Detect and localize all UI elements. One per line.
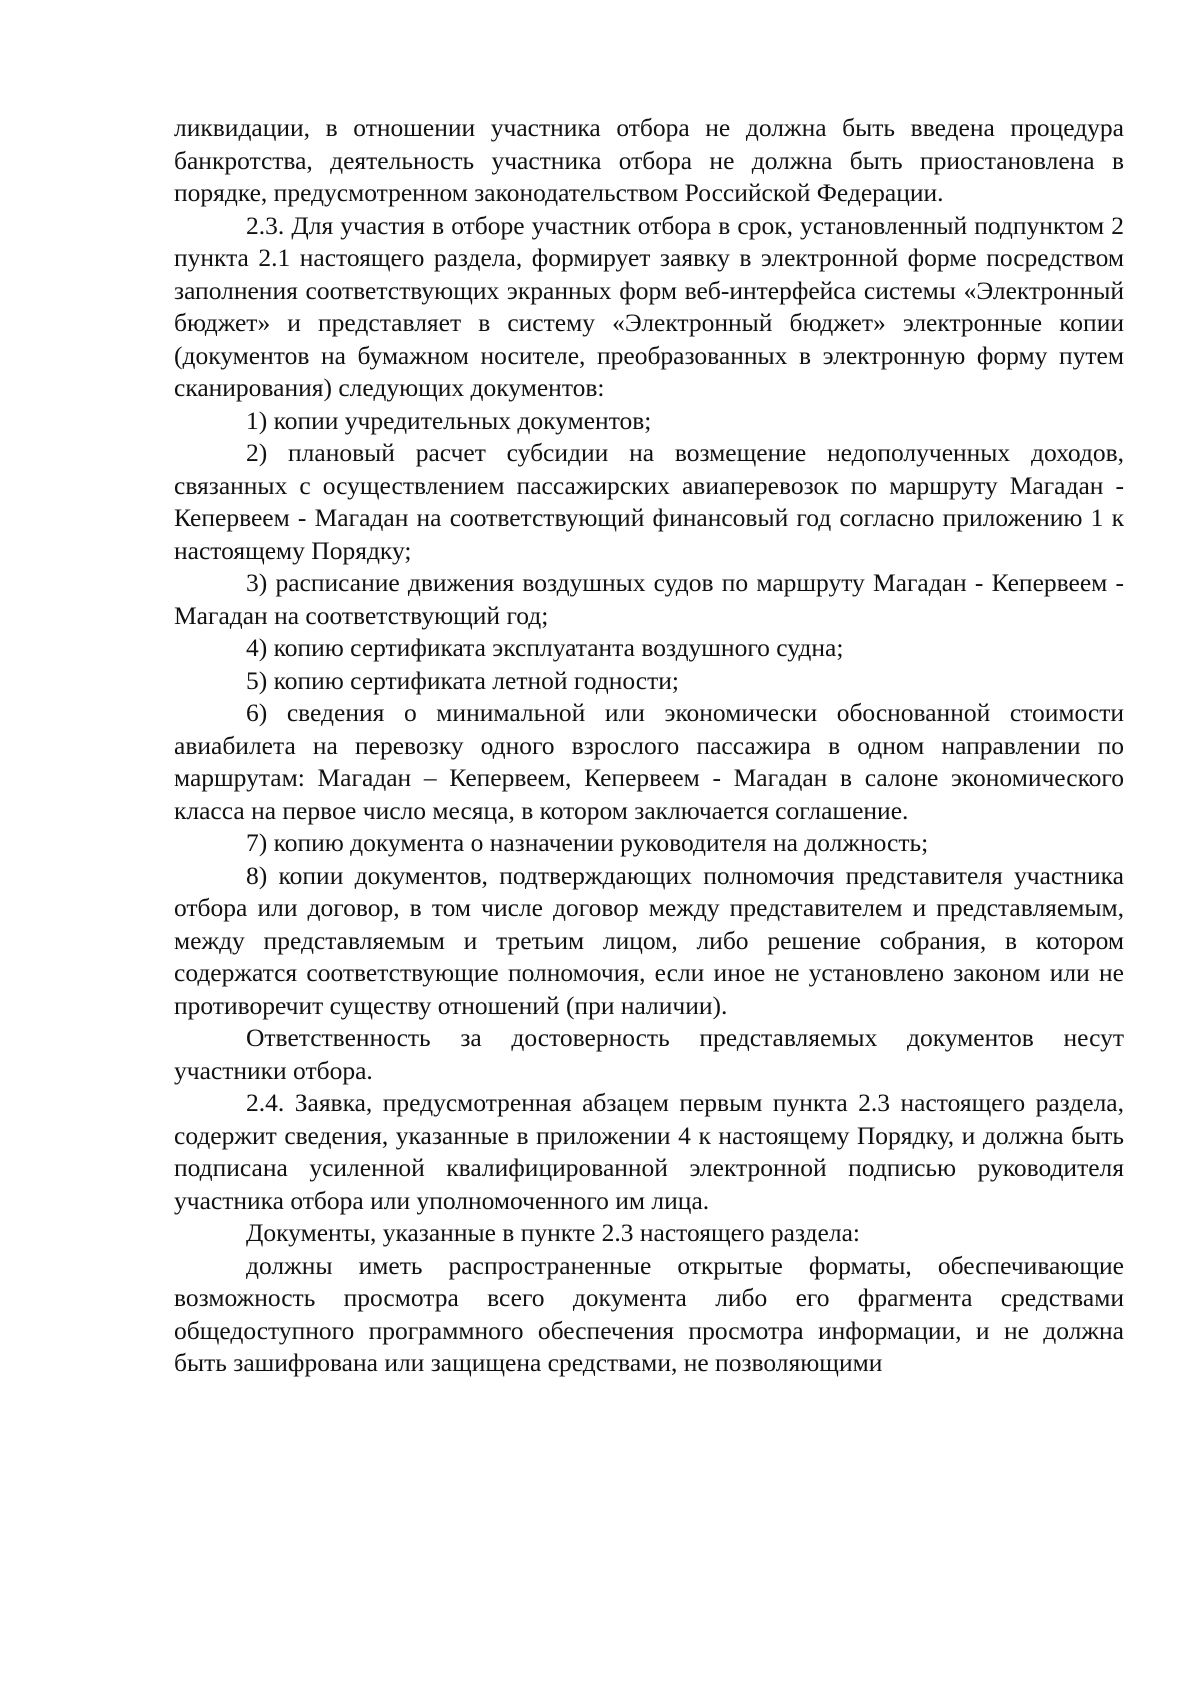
paragraph-continuation: ликвидации, в отношении участника отбора не должна быть введена процедура банкротства, деятельность участника отбора не должна быть приостановлена в порядке, предусмотренном законодательством Российской Федерации. [174,113,1124,207]
list-item-1: 1) копии учредительных документов; [246,405,652,435]
paragraph-2-3: 2.3. Для участия в отборе участник отбора в срок, установленный подпунктом 2 пункта 2.1 настоящего раздела, формирует заявку в электронной форме посредством заполнения соответствующих экранных форм веб-интерфейса системы «Электронный бюджет» и представляет в систему «Электронный бюджет» электронные копии (документов на бумажном носителе, преобразованных в электронную форму путем сканирования) следующих документов: [174,210,1124,402]
paragraph-2-4: 2.4. Заявка, предусмотренная абзацем первым пункта 2.3 настоящего раздела, содержит сведения, указанные в приложении 4 к настоящему Порядку, и должна быть подписана усиленной квалифицированной электронной подписью руководителя участника отбора или уполномоченного им лица. [174,1088,1124,1215]
list-item-6: 6) сведения о минимальной или экономически обоснованной стоимости авиабилета на перевозку одного взрослого пассажира в одном направлении по маршрутам: Магадан – Кепервеем, Кепервеем - Магадан в салоне экономического класса на первое число месяца, в котором заключается соглашение. [174,698,1124,825]
list-item-8: 8) копии документов, подтверждающих полномочия представителя участника отбора или договор, в том числе договор между представителем и представляемым, между представляемым и третьим лицом, либо решение собрания, в котором содержатся соответствующие полномочия, если иное не установлено законом или не противоречит существу отношений (при наличии). [174,860,1124,1020]
list-item-4: 4) копию сертификата эксплуатанта воздушного судна; [246,633,844,662]
list-item-3: 3) расписание движения воздушных судов по маршруту Магадан - Кепервеем - Магадан на соответствующий год; [174,568,1124,630]
document-page [174,112,1124,1380]
list-item-2: 2) плановый расчет субсидии на возмещение недополученных доходов, связанных с осуществлением пассажирских авиаперевозок по маршруту Магадан - Кепервеем - Магадан на соответствующий финансовый год согласно приложению 1 к настоящему Порядку; [174,438,1124,565]
paragraph-responsibility: Ответственность за достоверность представляемых документов несут участники отбора. [174,1023,1124,1085]
list-item-7: 7) копию документа о назначении руководителя на должность; [246,828,929,857]
paragraph-formats: должны иметь распространенные открытые форматы, обеспечивающие возможность просмотра всего документа либо его фрагмента средствами общедоступного программного обеспечения просмотра информации, и не должна быть зашифрована или защищена средствами, не позволяющими [174,1250,1124,1377]
paragraph-documents-intro: Документы, указанные в пункте 2.3 настоящего раздела: [246,1218,860,1247]
list-item-5: 5) копию сертификата летной годности; [246,665,679,695]
